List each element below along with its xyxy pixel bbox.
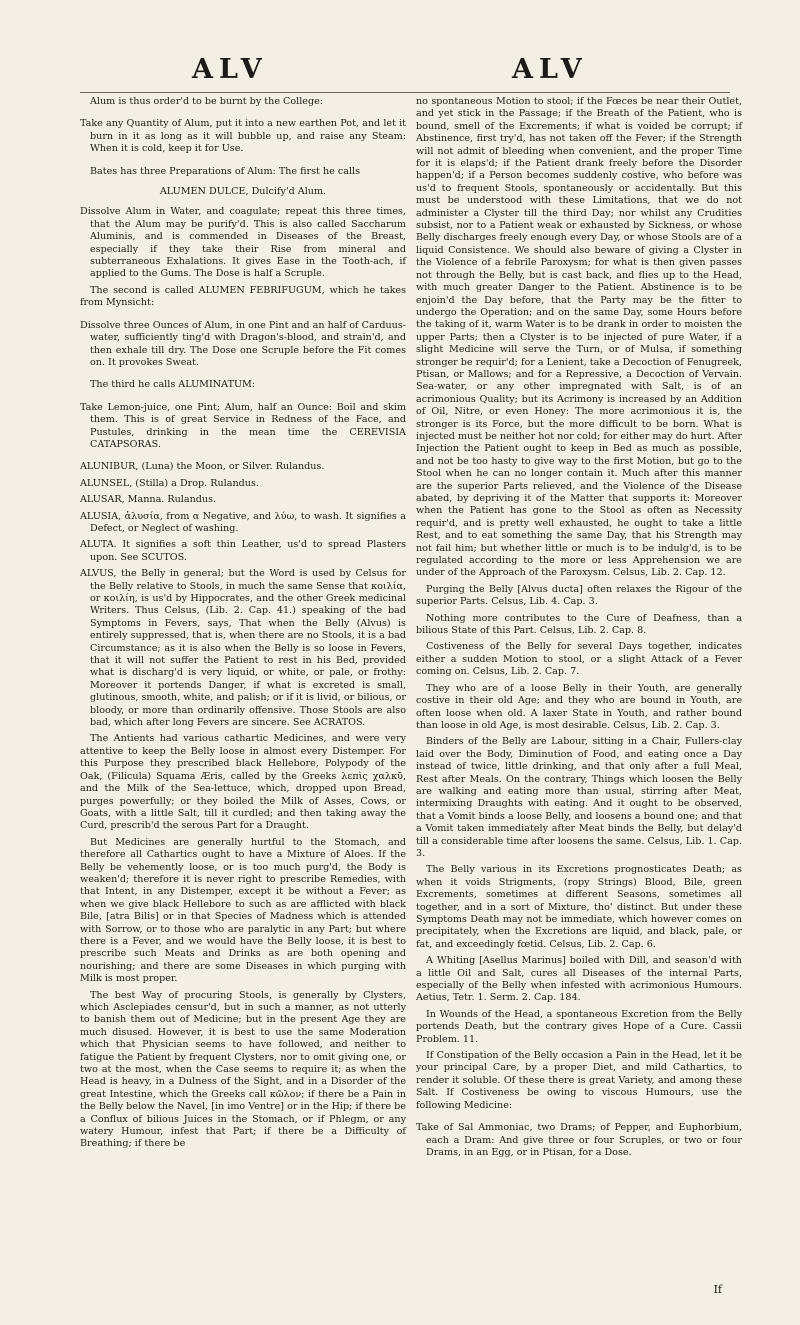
paragraph: They who are of a loose Belly in their Youth, are generally costive in their old Age; and they who are bound in Youth, are often loose when old. A laxer State in Youth, and rather bound than loose in old Age, is most desirable. Celsus, Lib. 2. Cap. 3. [416, 682, 742, 731]
paragraph: Take of Sal Ammoniac, two Drams; of Pepper, and Euphorbium, each a Dram: And give three or four Scruples, or two or four Drams, in an Egg, or in Ptisan, for a Dose. [416, 1122, 742, 1158]
paragraph: ALUNSEL, (Stilla) a Drop. Rulandus. [80, 477, 259, 489]
paragraph: The Antients had various cathartic Medicines, and were very attentive to keep the Belly loose in almost every Distemper. For this Purpose they prescribed black Hellebore, Polypody of the Oak, (Filicula) Squama Æris, called by the Greeks λεπὶς χαλκῦ, and the Milk of the Sea-lettuce, which, dropped upon Bread, purges powerfully; or they boiled the Milk of Asses, Cows, or Goats, with a little Salt, till it curdled; and then taking away the Curd, prescrib'd the serous Part for a Draught. [80, 733, 406, 832]
paragraph: Purging the Belly [Alvus ducta] often relaxes the Rigour of the superior Parts. Celsus, Lib. 4. Cap. 3. [416, 583, 742, 608]
paragraph: ALUMEN DULCE, Dulcify'd Alum. [159, 186, 327, 198]
paragraph: ALUNIBUR, (Luna) the Moon, or Silver. Rulandus. [80, 461, 325, 473]
paragraph: The second is called ALUMEN FEBRIFUGUM, which he takes from Mynsicht: [80, 284, 406, 309]
running-head-left: ALV [192, 54, 268, 85]
paragraph: The best Way of procuring Stools, is generally by Clysters, which Asclepiades censur'd, but in such a manner, as not utterly to banish them out of Medicine; but in the present Age they are much disused. However, it is best to use the same Moderation which that Physician seems to have followed, and neither to fatigue the Patient by frequent Clysters, nor to omit giving one, or two at the most, when the Case seems to require it; as when the Head is heavy, in a Dulness of the Sight, and in a Disorder of the great Intestine, which the Greeks call κῶλον; if there be a Pain in the Belly below the Navel, [in imo Ventre] or in the Hip; if there be a Conflux of bilious Juices in the Stomach, or if Phlegm, or any watery Humour, infest that Part; if there be a Difficulty of Breathing; if there be [80, 989, 406, 1150]
paragraph: Binders of the Belly are Labour, sitting in a Chair, Fullers-clay laid over the Body, Diminution of Food, and eating once a Day instead of twice, little drinking, and that only after a full Meal, Rest after Meals. On the contrary, Things which loosen the Belly are walking and eating more than usual, stirring after Meat, intermixing Draughts with eating. And it ought to be observed, that a Vomit binds a loose Belly, and loosens a bound one; and that a Vomit taken immediately after Meat binds the Belly, but delay'd till a considerable time after loosens the same. Celsus, Lib. 1. Cap. 3. [416, 736, 742, 859]
paragraph: Alum is thus order'd to be burnt by the College: [90, 96, 324, 107]
paragraph: Take Lemon-juice, one Pint; Alum, half an Ounce: Boil and skim them. This is of great Service in Redness of the Face, and Pustules, drinking in the mean time the CEREVISIA CATAPSORAS. [80, 401, 406, 450]
paragraph: Bates has three Preparations of Alum: The first he calls [90, 165, 361, 177]
header-rule [80, 92, 730, 93]
left-column [80, 96, 406, 1155]
paragraph: Dissolve Alum in Water, and coagulate; repeat this three times, that the Alum may be purify'd. This is also called Saccharum Aluminis, and is commended in Diseases of the Breast, especially if they take their Rise from mineral and subterraneous Exhalations. It gives Ease in the Tooth-ach, if applied to the Gums. The Dose is half a Scruple. [80, 206, 406, 280]
paragraph: The third he calls ALUMINATUM: [90, 379, 256, 391]
paragraph: But Medicines are generally hurtful to the Stomach, and therefore all Cathartics ought to have a Mixture of Aloes. If the Belly be vehemently loose, or is too much purg'd, the Body is weaken'd; therefore it is never right to prescribe Remedies, with that Intent, in any Distemper, except it be without a Fever; as when we give black Hellebore to such as are afflicted with black Bile, [atra Bilis] or in that Species of Madness which is attended with Sorrow, or to those who are paralytic in any Part; but where there is a Fever, and we would have the Belly loose, it is best to prescribe such Meats and Drinks as are both opening and nourishing; and there are some Diseases in which purging with Milk is most proper. [80, 836, 406, 985]
paragraph: Dissolve three Ounces of Alum, in one Pint and an half of Carduus-water, sufficiently ting'd with Dragon's-blood, and strain'd, and then exhale till dry. The Dose one Scruple before the Fit comes on. It provokes Sweat. [80, 319, 406, 368]
right-column [416, 96, 742, 1169]
paragraph: ALVUS, the Belly in general; but the Word is used by Celsus for the Belly relative to Stools, in much the same Sense that κοιλία, or κοιλίη, is us'd by Hippocrates, and the other Greek medicinal Writers. Thus Celsus, (Lib. 2. Cap. 41.) speaking of the bad Symptoms in Fevers, says, That when the Belly (Alvus) is entirely suppressed, that is, when there are no Stools, it is a bad Circumstance; as it is also when the Belly is so loose in Fevers, that it will not suffer the Patient to rest in his Bed, provided what is discharg'd is very liquid, or white, or pale, or frothy: Moreover it portends Danger, if what is excreted is small, glutinous, smooth, white, and palish; or if it is livid, or bilious, or bloody, or more than ordinarily offensive. Those Stools are also bad, which after long Fevers are sincere. See ACRATOS. [80, 568, 406, 729]
paragraph: ALUSAR, Manna. Rulandus. [80, 494, 217, 506]
running-head-right: ALV [512, 54, 588, 85]
paragraph: In Wounds of the Head, a spontaneous Excretion from the Belly portends Death, but the contrary gives Hope of a Cure. Cassii Problem. 11. [416, 1008, 742, 1045]
paragraph: A Whiting [Asellus Marinus] boiled with Dill, and season'd with a little Oil and Salt, cures all Diseases of the internal Parts, especially of the Belly when infested with acrimonious Humours. Aetius, Tetr. 1. Serm. 2. Cap. 184. [416, 955, 742, 1004]
paragraph: ALUSIA, ἀλυσία, from α Negative, and λύω, to wash. It signifies a Defect, or Neglect of washing. [80, 510, 406, 534]
paragraph: If Constipation of the Belly occasion a Pain in the Head, let it be your principal Care, by a proper Diet, and mild Cathartics, to render it soluble. Of these there is great Variety, and among these Salt. If Costiveness be owing to viscous Humours, use the following Medicine: [416, 1050, 742, 1111]
catchword: If [713, 1283, 722, 1296]
paragraph: The Belly various in its Excretions prognosticates Death; as when it voids Strigments, (ropy Strings) Blood, Bile, green Excrements, sometimes at different Seasons, sometimes all together, and in a sort of Mixture, tho' distinct. But under these Symptoms Death may not be immediate, which however comes on precipitately, when the Excretions are liquid, and black, pale, or fat, and exceedingly fœtid. Celsus, Lib. 2. Cap. 6. [416, 864, 742, 950]
paragraph: no spontaneous Motion to stool; if the Fœces be near their Outlet, and yet stick in the Passage; if the Breath of the Patient, who is bound, smell of the Excrements; if what is voided be corrupt; if Abstinence, first try'd, has not taken off the Fever; if the Strength will not admit of bleeding when convenient, and the proper Time for it is elaps'd; if the Patient drank freely before the Disorder happen'd; if a Person becomes suddenly costive, who before was us'd to frequent Stools, spontaneously or accidentally. But this must be understood with these Limitations, that we do not administer a Clyster till the third Day; nor whilst any Crudities subsist, nor to a Patient weak or exhausted by Sickness, or whose Belly discharges freely enough every Day, or whose Stools are of a liquid Consistence. We should also beware of giving a Clyster in the Violence of a febrile Paroxysm; for what is then given passes not through the Belly, but is cast back, and flies up to the Head, with much greater Danger to the Patient. Abstinence is to be enjoin'd the Day before, that the Party may be the fitter to undergo the Operation; and on the same Day, some Hours before the taking of it, warm Water is to be drank in order to moisten the upper Parts; then a Clyster is to be injected of pure Water, if a slight Medicine will serve the Turn, or of Mulsa, if something stronger be requir'd; for a Lenient, take a Decoction of Fenugreek, Ptisan, or Mallows; and for a Repressive, a Decoction of Vervain. Sea-water, or any other impregnated with Salt, is of an acrimonious Quality; but its Acrimony is increased by an Addition of Oil, Nitre, or even Honey: The more acrimonious it is, the stronger is its Force, but the more difficult to be born. What is injected must be neither hot nor cold; for either may do hurt. After Injection the Patient ought to keep in Bed as much as possible, and not be too hasty to give way to the first Motion, but go to the Stool when he can no longer contain it. Much after this manner are the superior Parts relieved, and the Violence of the Disease abated, by depriving it of the Matter that supports it: Moreover when the Patient has gone to the Stool as often as Necessity requir'd, and is pretty well exhausted, he ought to take a little Rest, and to eat something the same Day, that his Strength may not fail him; but whether little or much is to be indulg'd, is to be regulated according to the more or less Apprehension we are under of the Approach of the Paroxysm. Celsus, Lib. 2. Cap. 12. [416, 96, 742, 579]
paragraph: Take any Quantity of Alum, put it into a new earthen Pot, and let it burn in it as long as it will bubble up, and raise any Steam: When it is cold, keep it for Use. [80, 118, 406, 155]
paragraph: Costiveness of the Belly for several Days together, indicates either a sudden Motion to stool, or a slight Attack of a Fever coming on. Celsus, Lib. 2. Cap. 7. [416, 641, 742, 678]
paragraph: Nothing more contributes to the Cure of Deafness, than a bilious State of this Part. Celsus, Lib. 2. Cap. 8. [416, 612, 742, 637]
paragraph: ALUTA. It signifies a soft thin Leather, us'd to spread Plasters upon. See SCUTOS. [80, 539, 406, 563]
